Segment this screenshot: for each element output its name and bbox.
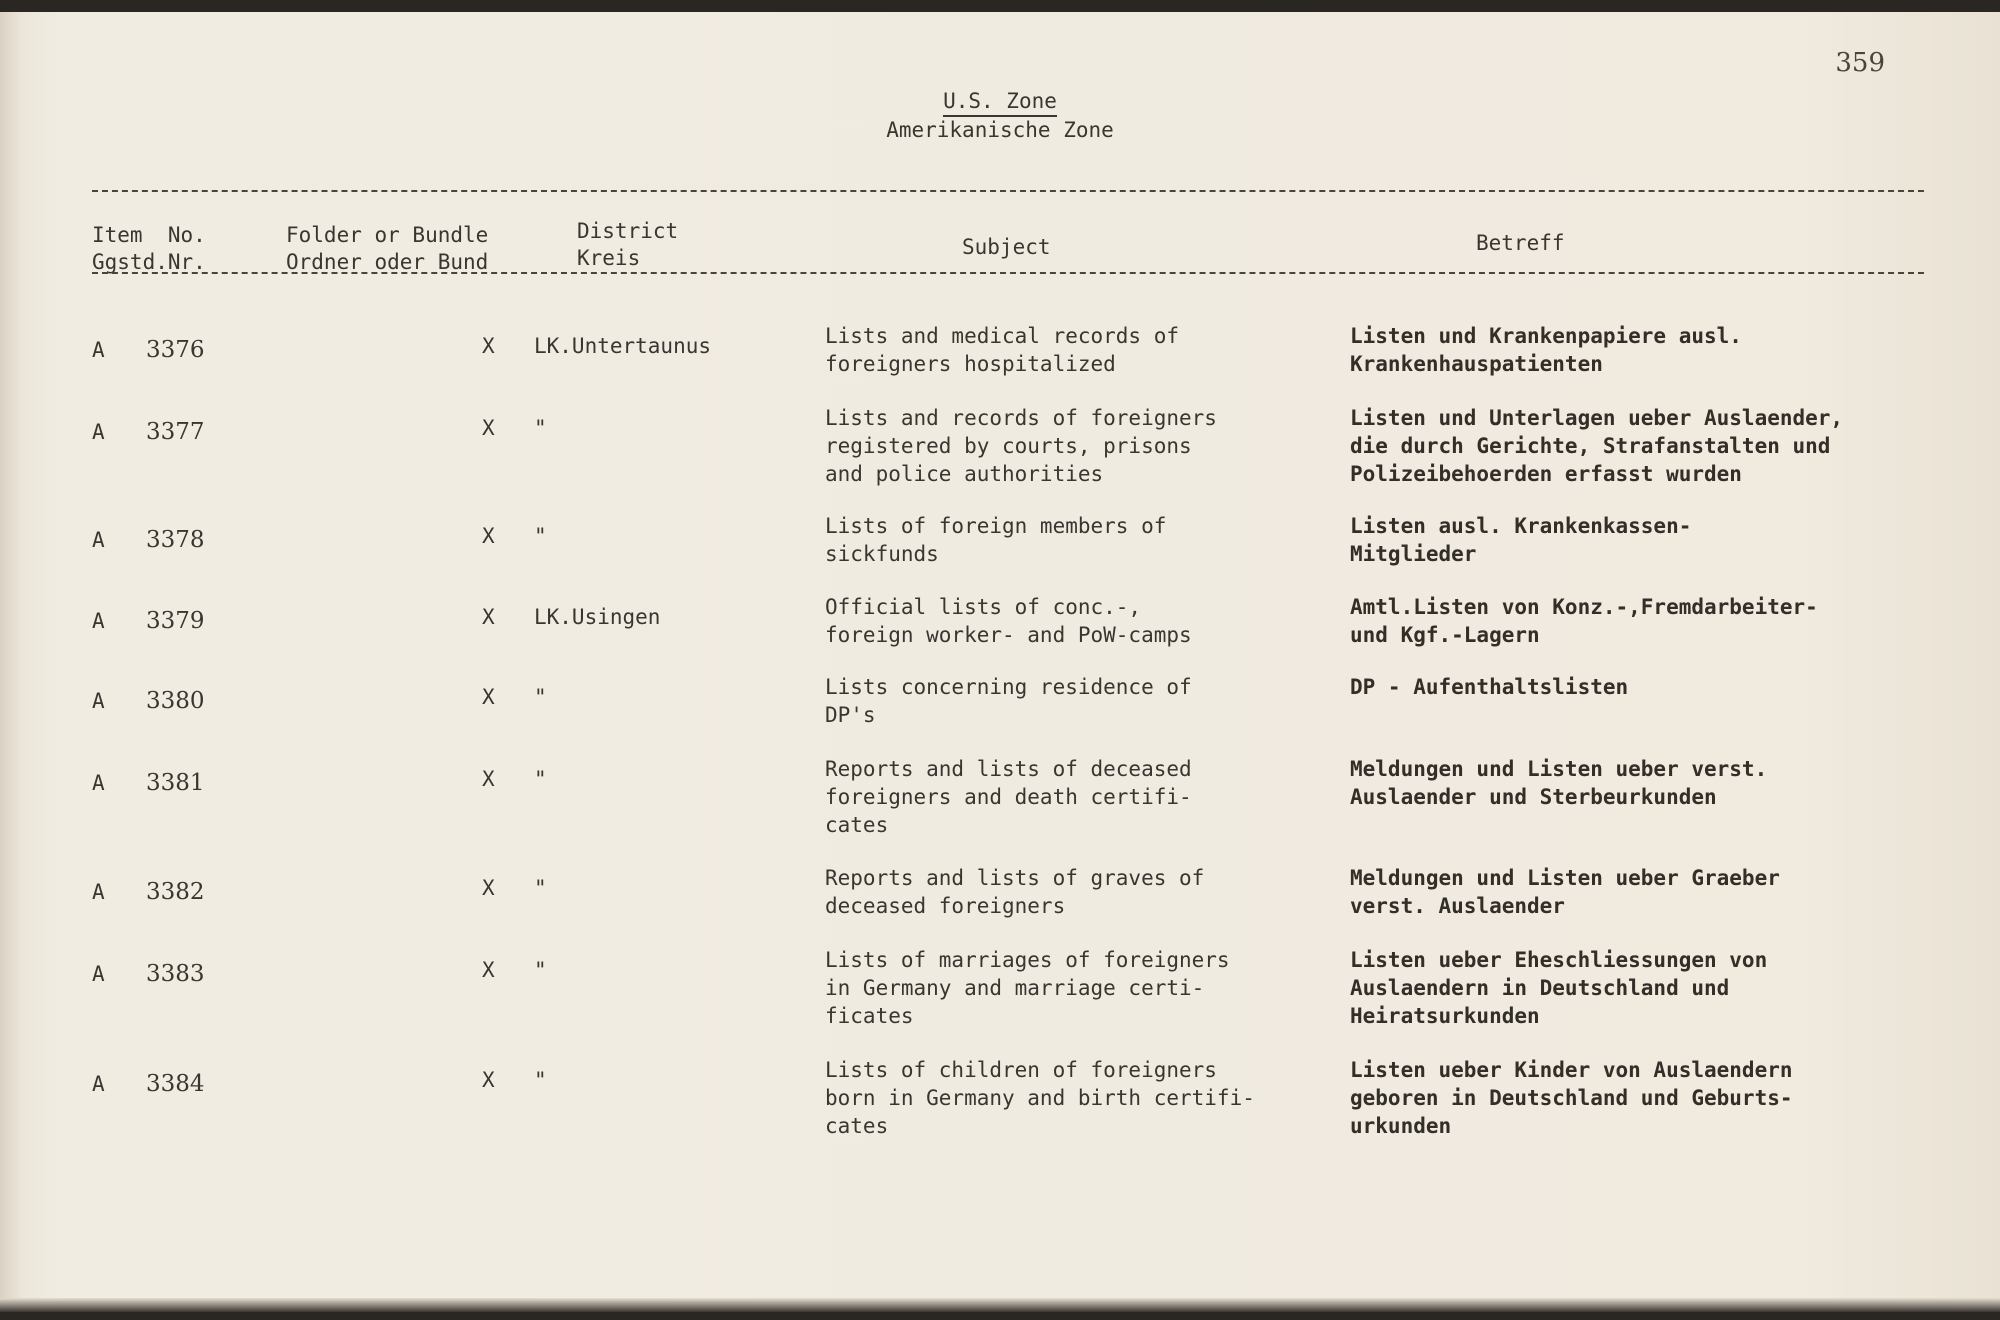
subject-cell	[825, 1056, 1325, 1140]
item-series: A	[92, 689, 105, 713]
header-item	[92, 222, 206, 276]
district-cell: "	[534, 1068, 547, 1092]
betreff-line: Meldungen und Listen ueber verst.	[1350, 757, 1768, 781]
item-series: A	[92, 771, 105, 795]
subject-line: DP's	[825, 703, 876, 727]
betreff-line: Listen und Krankenpapiere ausl.	[1350, 324, 1742, 348]
folder-mark: X	[482, 334, 495, 358]
betreff-line: Listen ueber Eheschliessungen von	[1350, 948, 1768, 972]
subject-cell	[825, 404, 1325, 488]
betreff-line: Listen ueber Kinder von Auslaendern	[1350, 1058, 1793, 1082]
folder-mark: X	[482, 685, 495, 709]
item-series: A	[92, 338, 105, 362]
district-cell: LK.Usingen	[534, 605, 661, 629]
subject-cell	[825, 673, 1325, 729]
header-bottom-rule	[92, 272, 1924, 274]
title-block	[0, 88, 2000, 144]
district-cell: LK.Untertaunus	[534, 334, 712, 358]
item-series: A	[92, 1072, 105, 1096]
subject-line: Lists of marriages of foreigners	[825, 948, 1230, 972]
subject-line: foreigners hospitalized	[825, 352, 1116, 376]
folder-mark: X	[482, 605, 495, 629]
subject-cell	[825, 512, 1325, 568]
subject-cell	[825, 946, 1325, 1030]
district-cell: "	[534, 876, 547, 900]
header-folder-de: Ordner oder Bund	[286, 250, 489, 274]
subject-line: registered by courts, prisons	[825, 434, 1192, 458]
subject-line: sickfunds	[825, 542, 939, 566]
header-district-de: Kreis	[577, 246, 641, 270]
header-betreff: Betreff	[1476, 231, 1565, 255]
betreff-line: und Kgf.-Lagern	[1350, 623, 1540, 647]
item-number: 3384	[146, 1071, 205, 1097]
betreff-line: Listen ausl. Krankenkassen-	[1350, 514, 1692, 538]
header-item-en: Item No.	[92, 223, 206, 247]
item-series: A	[92, 528, 105, 552]
betreff-line: DP - Aufenthaltslisten	[1350, 675, 1629, 699]
header-folder-en: Folder or Bundle	[286, 223, 489, 247]
item-series: A	[92, 962, 105, 986]
betreff-line: die durch Gerichte, Strafanstalten und	[1350, 434, 1831, 458]
subject-line: Lists concerning residence of	[825, 675, 1192, 699]
subject-line: born in Germany and birth certifi-	[825, 1086, 1255, 1110]
subject-line: deceased foreigners	[825, 894, 1066, 918]
subject-line: foreigners and death certifi-	[825, 785, 1192, 809]
district-cell: "	[534, 958, 547, 982]
subject-line: Official lists of conc.-,	[825, 595, 1142, 619]
folder-mark: X	[482, 524, 495, 548]
page-edge	[0, 1298, 2000, 1312]
betreff-cell	[1350, 512, 1910, 568]
item-series: A	[92, 420, 105, 444]
header-subject: Subject	[962, 235, 1051, 259]
subject-cell	[825, 322, 1325, 378]
item-number: 3380	[146, 688, 205, 714]
betreff-cell	[1350, 593, 1910, 649]
betreff-line: Krankenhauspatienten	[1350, 352, 1603, 376]
header-item-de: Ggstd.Nr.	[92, 250, 206, 274]
betreff-line: Polizeibehoerden erfasst wurden	[1350, 462, 1742, 486]
subject-cell	[825, 593, 1325, 649]
subject-line: cates	[825, 813, 889, 837]
zone-title-en: U.S. Zone	[943, 88, 1057, 117]
item-number: 3376	[146, 337, 205, 363]
betreff-cell	[1350, 1056, 1910, 1140]
betreff-line: Mitglieder	[1350, 542, 1477, 566]
item-number: 3381	[146, 770, 205, 796]
item-number: 3378	[146, 527, 205, 553]
district-cell: "	[534, 524, 547, 548]
item-series: A	[92, 880, 105, 904]
betreff-line: Auslaender und Sterbeurkunden	[1350, 785, 1717, 809]
header-top-rule	[92, 190, 1924, 192]
subject-line: in Germany and marriage certi-	[825, 976, 1205, 1000]
folder-mark: X	[482, 416, 495, 440]
folder-mark: X	[482, 958, 495, 982]
header-folder	[286, 222, 488, 276]
district-cell: "	[534, 416, 547, 440]
item-number: 3383	[146, 961, 205, 987]
betreff-line: Auslaendern in Deutschland und	[1350, 976, 1730, 1000]
folder-mark: X	[482, 767, 495, 791]
subject-cell	[825, 864, 1325, 920]
zone-title-de: Amerikanische Zone	[886, 118, 1114, 142]
subject-line: Lists and records of foreigners	[825, 406, 1217, 430]
item-number: 3382	[146, 879, 205, 905]
betreff-line: geboren in Deutschland und Geburts-	[1350, 1086, 1793, 1110]
subject-cell	[825, 755, 1325, 839]
subject-line: cates	[825, 1114, 889, 1138]
betreff-cell	[1350, 946, 1910, 1030]
betreff-line: Heiratsurkunden	[1350, 1004, 1540, 1028]
betreff-line: urkunden	[1350, 1114, 1452, 1138]
district-cell: "	[534, 767, 547, 791]
document-page	[0, 12, 2000, 1312]
betreff-line: Meldungen und Listen ueber Graeber	[1350, 866, 1780, 890]
district-cell: "	[534, 685, 547, 709]
subject-line: ficates	[825, 1004, 914, 1028]
betreff-line: Amtl.Listen von Konz.-,Fremdarbeiter-	[1350, 595, 1818, 619]
subject-line: and police authorities	[825, 462, 1104, 486]
item-series: A	[92, 609, 105, 633]
betreff-cell	[1350, 673, 1910, 701]
betreff-cell	[1350, 864, 1910, 920]
betreff-line: Listen und Unterlagen ueber Auslaender,	[1350, 406, 1844, 430]
page-number: 359	[1835, 48, 1885, 78]
betreff-cell	[1350, 404, 1910, 488]
header-district	[577, 218, 678, 272]
betreff-cell	[1350, 322, 1910, 378]
item-number: 3379	[146, 608, 205, 634]
subject-line: Lists and medical records of	[825, 324, 1180, 348]
subject-line: Lists of children of foreigners	[825, 1058, 1217, 1082]
subject-line: Lists of foreign members of	[825, 514, 1167, 538]
subject-line: Reports and lists of graves of	[825, 866, 1205, 890]
header-district-en: District	[577, 219, 679, 243]
betreff-cell	[1350, 755, 1910, 811]
subject-line: foreign worker- and PoW-camps	[825, 623, 1192, 647]
folder-mark: X	[482, 1068, 495, 1092]
betreff-line: verst. Auslaender	[1350, 894, 1565, 918]
item-number: 3377	[146, 419, 205, 445]
folder-mark: X	[482, 876, 495, 900]
subject-line: Reports and lists of deceased	[825, 757, 1192, 781]
